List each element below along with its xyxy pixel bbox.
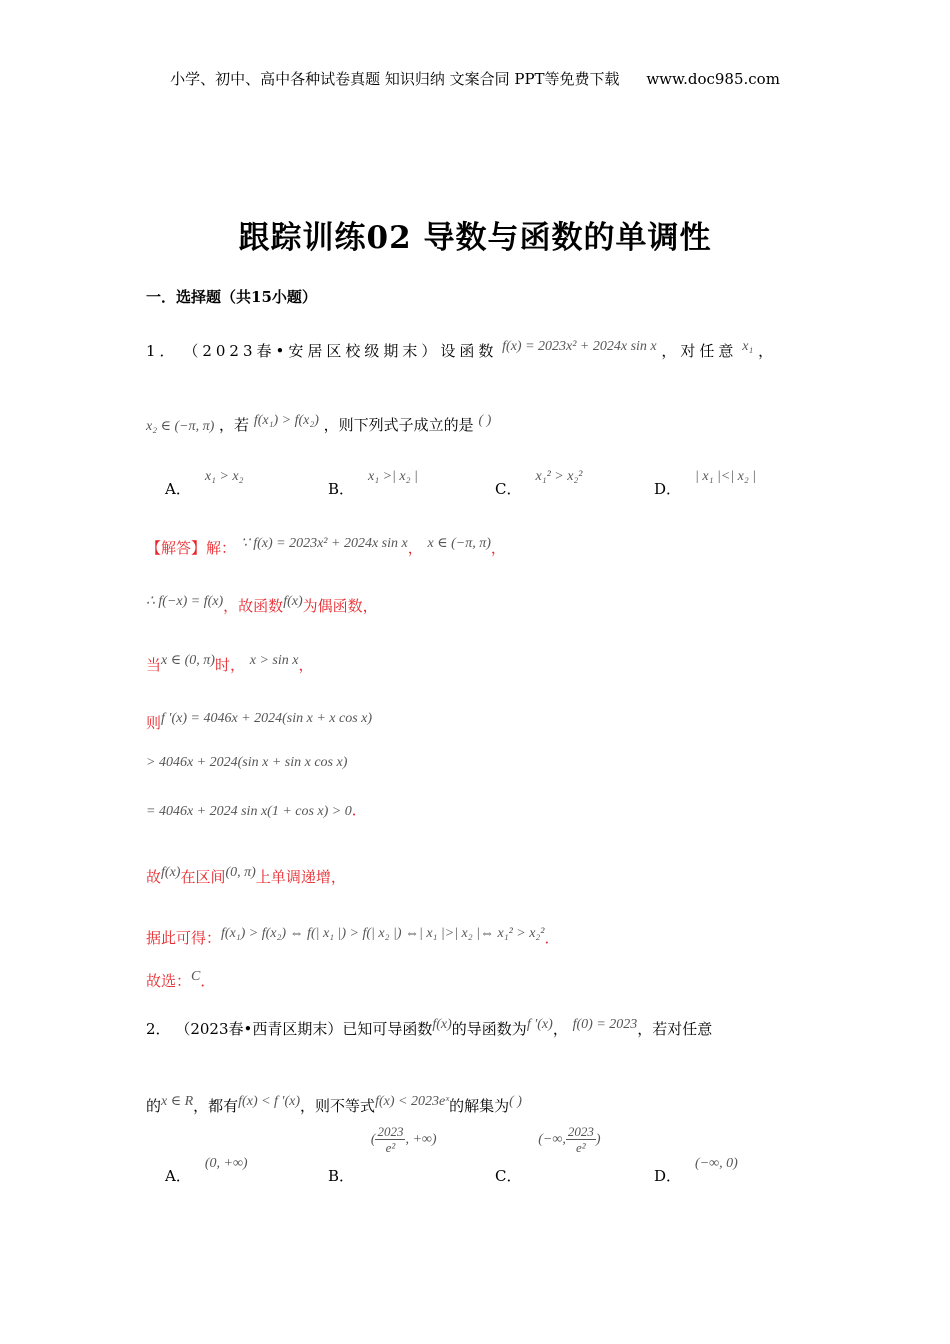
q1-text2: ，对任意 (661, 342, 738, 360)
q2-number: 2． (146, 1020, 171, 1038)
q1-source: （2023春•安居区校级期末）设函数 (183, 342, 498, 360)
q2-paren: ( ) (509, 1094, 522, 1109)
expr-post: , +∞) (405, 1131, 437, 1147)
fraction-numerator: 2023 (567, 1124, 594, 1139)
answer-because: ∵ f(x) = 2023x² + 2024x sin x (240, 536, 408, 551)
option-expr (370, 1124, 437, 1155)
option-label: A． (165, 480, 191, 498)
header-site-link[interactable]: www.doc985.com (646, 70, 780, 88)
answer-chain: f(x₁) > f(x₂) ⇔ f(| x₁ |) > f(| x₂ |) ⇔| x₁ |>| x₂ |⇔ x₁² > x₂² (221, 926, 545, 941)
answer-choice: C (191, 969, 201, 984)
fraction (566, 1124, 596, 1155)
answer-text: 上单调递增， (255, 868, 346, 886)
option-expr: x₁ > x₂ (204, 469, 244, 484)
q2-text: 的 (146, 1097, 162, 1115)
q1-answer-line-9: 故选：C． (146, 969, 216, 990)
q2-fx: f(x) (432, 1017, 452, 1032)
answer-text: 则 (146, 714, 162, 732)
section-heading: 一．选择题（共15小题） (146, 288, 317, 306)
expr-post: ) (595, 1131, 601, 1147)
answer-text: 故选： (146, 972, 192, 990)
answer-text: 时， (214, 656, 245, 674)
answer-fx: f(x) (161, 865, 181, 880)
q2-text: ，都有 (193, 1097, 239, 1115)
answer-interval: x ∈ (0, π) (161, 653, 215, 668)
option-label: A． (165, 1167, 191, 1185)
q1-answer-line-1: 【解答】解： ∵ f(x) = 2023x² + 2024x sin x， x ∈ (−π, π)， (146, 536, 506, 557)
q1-answer-line-3: 当x ∈ (0, π)时， x > sin x， (146, 653, 314, 674)
expr-pre: ( (370, 1131, 376, 1147)
option-label: C． (495, 1167, 522, 1185)
answer-fx: f(x) (283, 594, 303, 609)
q1-number: 1． (146, 342, 179, 360)
option-label: D． (654, 480, 682, 498)
answer-derivative: f ′(x) = 4046x + 2024(sin x + x cos x) (161, 711, 373, 726)
fraction (375, 1124, 405, 1155)
q1-option-c[interactable] (495, 469, 583, 499)
q1-answer-line-4 (146, 712, 372, 733)
fraction-numerator: 2023 (377, 1124, 404, 1139)
q1-answer-line-2 (146, 595, 378, 616)
expr-pre: (−∞, (538, 1131, 566, 1147)
fraction-denominator: e² (576, 1140, 586, 1155)
answer-step: = 4046x + 2024 sin x(1 + cos x) > 0 (146, 804, 352, 819)
q2-text: 的解集为 (449, 1097, 510, 1115)
q1-paren: ( ) (478, 413, 492, 428)
page-title: 跟踪训练02 导数与函数的单调性 (238, 220, 712, 256)
q1-answer-line-7 (146, 866, 346, 887)
q2-option-d[interactable] (654, 1156, 738, 1186)
q1-function: f(x) = 2023x² + 2024x sin x (502, 339, 657, 354)
answer-text: 故 (146, 868, 162, 886)
q1-line-2 (146, 414, 491, 435)
answer-tag: 【解答】 (146, 539, 207, 557)
q1-condition: f(x₁) > f(x₂) (253, 413, 319, 428)
answer-text: 在区间 (180, 868, 226, 886)
q2-line-1: 2． （2023春•西青区期末）已知可导函数f(x)的导函数为f ′(x)， f(0) = 2023，若对任意 (146, 1017, 713, 1038)
option-expr: x₁ >| x₂ | (368, 469, 418, 484)
q1-answer-line-6: = 4046x + 2024 sin x(1 + cos x) > 0． (146, 801, 367, 819)
answer-text: 为偶函数， (302, 597, 378, 615)
answer-even-eq: ∴ f(−x) = f(x) (146, 594, 224, 609)
q2-ineq2: f(x) < 2023eˣ (375, 1094, 450, 1109)
answer-text: ，故函数 (223, 597, 284, 615)
option-label: C． (495, 480, 522, 498)
answer-step: > 4046x + 2024(sin x + sin x cos x) (146, 755, 348, 770)
option-expr (538, 1124, 601, 1155)
q1-x2-range: x₂ ∈ (−π, π) (146, 419, 215, 434)
option-expr: x₁² > x₂² (535, 469, 583, 484)
q1-answer-line-5 (146, 752, 347, 771)
option-label: D． (654, 1167, 682, 1185)
header-text: 小学、初中、高中各种试卷真题 知识归纳 文案合同 PPT等免费下载 (170, 70, 620, 88)
q2-text: ，则不等式 (300, 1097, 376, 1115)
q2-f0: f(0) = 2023 (572, 1017, 638, 1032)
q2-ineq: f(x) < f ′(x) (238, 1094, 301, 1109)
answer-text: 当 (146, 656, 162, 674)
q2-text: ，若对任意 (637, 1020, 713, 1038)
option-label: B． (328, 480, 355, 498)
q2-xR: x ∈ R (161, 1094, 194, 1109)
q1-ask: ，则下列式子成立的是 (323, 416, 474, 434)
option-expr: (−∞, 0) (695, 1156, 738, 1171)
q1-if: ，若 (219, 416, 250, 434)
q2-option-b[interactable] (328, 1124, 437, 1185)
q1-option-b[interactable] (328, 469, 418, 499)
option-expr: (0, +∞) (204, 1156, 248, 1171)
answer-domain: x ∈ (−π, π) (427, 536, 491, 551)
q1-answer-line-8: 据此可得：f(x₁) > f(x₂) ⇔ f(| x₁ |) > f(| x₂ |) ⇔| x₁ |>| x₂ |⇔ x₁² > x₂²． (146, 926, 560, 947)
q1-x1: x₁ (742, 339, 754, 354)
option-expr: | x₁ |<| x₂ | (695, 469, 757, 484)
answer-interval: (0, π) (225, 865, 256, 880)
q2-text: 的导函数为 (451, 1020, 527, 1038)
answer-jie: 解： (206, 539, 237, 557)
q1-option-d[interactable] (654, 469, 757, 499)
page-header (0, 68, 950, 89)
q2-line-2 (146, 1095, 522, 1116)
q2-option-c[interactable] (495, 1124, 601, 1185)
answer-text: 据此可得： (146, 929, 222, 947)
fraction-denominator: e² (385, 1140, 396, 1155)
q2-source: （2023春•西青区期末）已知可导函数 (175, 1020, 433, 1038)
q1-option-a[interactable] (165, 469, 244, 499)
q2-option-a[interactable] (165, 1156, 248, 1186)
option-label: B． (328, 1167, 355, 1185)
q1-line-1: 1． （2023春•安居区校级期末）设函数 f(x) = 2023x² + 2024x sin x ，对任意 x₁ ， (146, 339, 774, 360)
answer-ineq: x > sin x (249, 653, 299, 668)
q2-fpx: f ′(x) (526, 1017, 553, 1032)
